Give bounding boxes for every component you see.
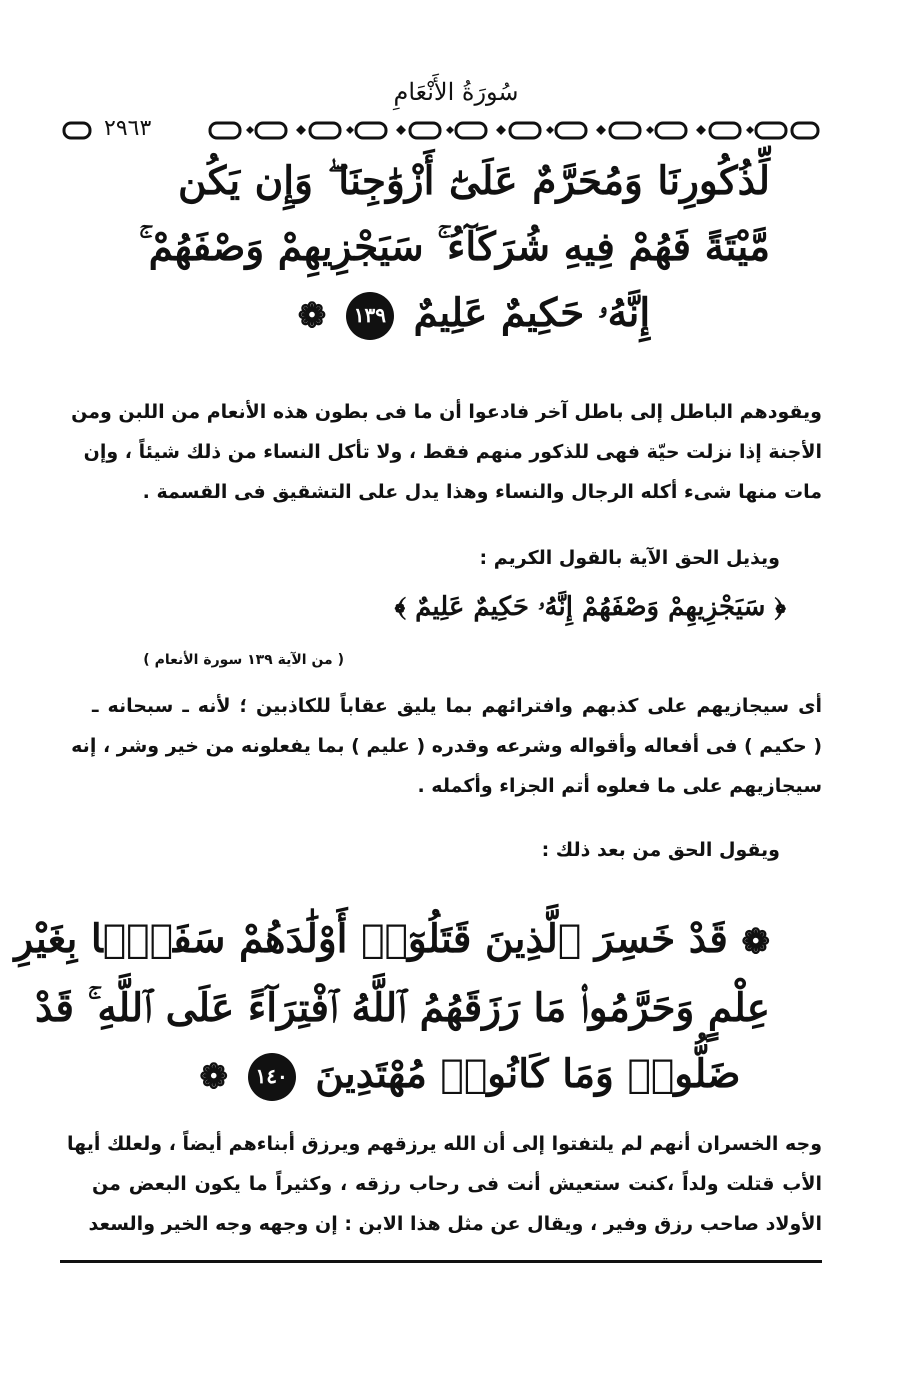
ornament-icon: ❁: [199, 1057, 229, 1097]
verse-line: ضَلُّوا۟ وَمَا كَانُوا۟ مُهْتَدِينَ: [315, 1051, 741, 1097]
verse-line-ending: [178, 280, 770, 349]
paragraph-line: ويقول الحق من بعد ذلك :: [541, 839, 780, 861]
ayah-number-badge: ١٤٠: [248, 1053, 296, 1101]
paragraph-line: ويذيل الحق الآية بالقول الكريم :: [479, 547, 780, 569]
paragraph-line: أى سيجازيهم على كذبهم وافترائهم بما يليق عقاباً للكاذبين ؛ لأنه ـ سبحانه ـ: [92, 695, 822, 717]
intro-sentence: [300, 830, 780, 870]
decorative-border: [60, 118, 822, 144]
surah-title: سُورَةُ الأَنْعَامِ: [393, 78, 519, 106]
verse-line: إِنَّهُۥ حَكِيمٌ عَلِيمٌ: [413, 290, 651, 336]
quran-verse-140: [14, 906, 770, 1110]
page-number: ٢٩٦٣: [98, 116, 157, 141]
ornament-icon: ❁: [297, 296, 327, 336]
verse-line: قَدْ خَسِرَ ٱلَّذِينَ قَتَلُوٓا۟ أَوْلَٰدَهُمْ سَفَهًۢا بِغَيْرِ: [14, 916, 728, 962]
paragraph-line: وجه الخسران أنهم لم يلتفتوا إلى أن الله يرزقهم ويرزق أبناءهم أيضاً ، ولعلك أيها: [67, 1133, 822, 1155]
footer-rule: [60, 1260, 822, 1263]
verse-line: عِلْمٍ وَحَرَّمُوا۟ مَا رَزَقَهُمُ ٱللَّهُ ٱفْتِرَآءً عَلَى ٱللَّهِ ۚ قَدْ: [34, 985, 770, 1031]
commentary-paragraph: [71, 392, 822, 512]
ornament-icon: ❁: [741, 922, 770, 962]
verse-line-opening: [14, 906, 770, 975]
paragraph-line: سيجازيهم على ما فعلوه أتم الجزاء وأكمله .: [417, 775, 822, 797]
commentary-paragraph: [71, 686, 822, 806]
verse-line: لِّذُكُورِنَا وَمُحَرَّمٌ عَلَىٰٓ أَزْوَٰجِنَا ۖ وَإِن يَكُن: [178, 158, 770, 204]
intro-sentence: [300, 538, 780, 578]
paragraph-line: الأجنة إذا نزلت حيّة فهى للذكور منهم فقط ، ولا تأكل النساء من ذلك شيئاً ، وإن: [83, 441, 822, 463]
paragraph-line: مات منها شىء أكله الرجال والنساء وهذا يدل على التشقيق فى القسمة .: [142, 481, 822, 503]
verse-reference: ( من الآية ١٣٩ سورة الأنعام ): [143, 652, 344, 668]
paragraph-line: الأب قتلت ولداً ،كنت ستعيش أنت فى رحاب رزقه ، وكثيراً ما يكون البعض من: [92, 1173, 822, 1195]
commentary-paragraph: [67, 1124, 822, 1244]
paragraph-line: ويقودهم الباطل إلى باطل آخر فادعوا أن ما فى بطون هذه الأنعام من اللبن ومن: [71, 401, 822, 423]
paragraph-line: ( حكيم ) فى أفعاله وأقواله وشرعه وقدره ( عليم ) بما يفعلونه من خير وشر ، إنه: [71, 735, 822, 757]
verse-line-ending: [170, 1041, 770, 1110]
quoted-verse: ﴿ سَيَجْزِيهِمْ وَصْفَهُمْ إِنَّهُۥ حَكِيمٌ عَلِيمٌ ﴾: [394, 592, 786, 622]
ayah-number-badge: ١٣٩: [346, 292, 394, 340]
quran-verse-139: [138, 148, 770, 349]
verse-line: مَّيْتَةً فَهُمْ فِيهِ شُرَكَآءُ ۚ سَيَجْزِيهِمْ وَصْفَهُمْ ۚ: [138, 224, 770, 270]
paragraph-line: الأولاد صاحب رزق وفير ، ويقال عن مثل هذا الابن : إن وجهه وجه الخير والسعد: [88, 1213, 822, 1235]
